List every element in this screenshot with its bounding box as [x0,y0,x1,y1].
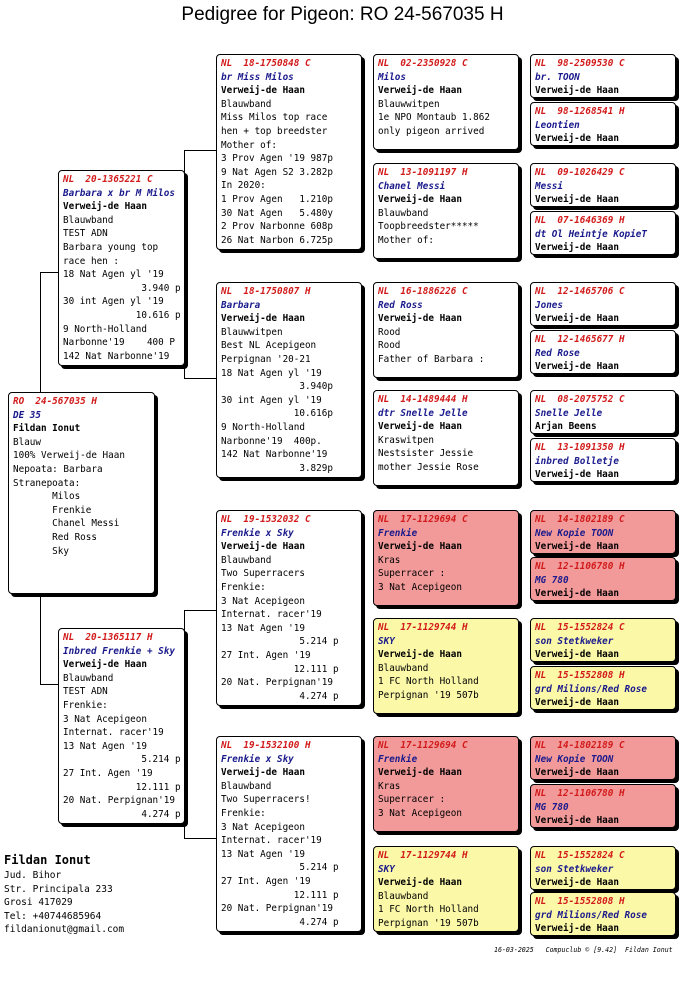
breeder-name: Verweij-de Haan [535,361,619,373]
connector-line [40,272,58,273]
card-text-line: Blauwband [221,98,272,110]
breeder-name: Verweij-de Haan [535,649,619,661]
card-text-line: Two Superracers! [221,794,311,806]
card-text-line: hen + top breedster [221,125,328,137]
ring-number: NL 15-1552808 H [535,896,625,907]
pedigree-card-g5-3 [530,163,676,207]
pigeon-name: Red Rose [535,347,580,359]
card-text-line: Rood [378,326,401,338]
connector-line [184,378,216,379]
pedigree-card-g5-10 [530,557,676,601]
card-text-line: Superracer : [378,794,446,806]
breeder-name: Verweij-de Haan [63,659,147,671]
breeder-name: Verweij-de Haan [535,242,619,254]
pedigree-card-dds [373,736,519,832]
pedigree-card-dss [373,510,519,606]
connector-line [184,838,216,839]
card-text-line: Mother of: [221,139,277,151]
card-text-line: 10.616 p [63,309,181,321]
breeder-name: Verweij-de Haan [535,541,619,553]
pigeon-name: Frenkie x Sky [221,527,294,539]
owner-county: Jud. Bihor [4,870,62,881]
pedigree-card-g5-8 [530,438,676,482]
pedigree-card-dsd [373,618,519,714]
breeder-name: Verweij-de Haan [221,85,305,97]
pedigree-card-dam-sire [216,510,362,706]
ring-number: NL 17-1129694 C [378,514,468,525]
pedigree-card-sire-dam [216,282,362,478]
connector-line [40,272,41,394]
pigeon-name: Jones [535,299,563,311]
pedigree-card-subject [8,392,155,594]
pigeon-name: Milos [378,71,406,83]
card-text-line: 18 Nat Agen yl '19 [63,269,164,281]
card-text-line: 5.214 p [221,636,339,648]
card-text-line: Blauwband [63,672,114,684]
breeder-name: Verweij-de Haan [378,194,462,206]
pedigree-card-g5-9 [530,510,676,554]
card-text-line: 27 Int. Agen '19 [221,875,311,887]
owner-city: Grosi 417029 [4,897,73,908]
pigeon-name: son Stetkweker [535,635,614,647]
card-text-line: Perpignan '20-21 [221,353,311,365]
card-text-line: Blauwband [378,662,429,674]
breeder-name: Arjan Beens [535,421,597,433]
pigeon-name: dtr Snelle Jelle [378,407,468,419]
card-text-line: 3 Prov Agen '19 987p [221,153,333,165]
ring-number: NL 18-1750848 C [221,58,311,69]
card-text-line: 4.274 p [63,808,181,820]
pigeon-name: New Kopie TOON [535,753,614,765]
pedigree-card-g5-4 [530,211,676,255]
ring-number: NL 13-1091197 H [378,167,468,178]
card-text-line: 3 Nat Acepigeon [63,713,147,725]
card-text-line: 5.214 p [221,862,339,874]
card-text-line: 20 Nat. Perpignan'19 [221,677,333,689]
ring-number: NL 16-1886226 C [378,286,468,297]
connector-line [40,684,58,685]
pedigree-card-g5-5 [530,282,676,326]
ring-number: NL 98-2509530 C [535,58,625,69]
card-text-line: 13 Nat Agen '19 [63,740,147,752]
ring-number: RO 24-567035 H [13,396,97,407]
pigeon-name: Barbara [221,299,261,311]
ring-number: NL 12-1106780 H [535,561,625,572]
pigeon-name: MG 780 [535,574,569,586]
card-text-line: Frenkie: [221,807,266,819]
ring-number: NL 15-1552824 C [535,622,625,633]
pedigree-card-dam-dam [216,736,362,932]
pedigree-card-sds [373,282,519,378]
card-text-line: Narbonne'19 400 P [63,337,175,349]
breeder-name: Fildan Ionut [13,423,81,435]
card-text-line: 1e NPO Montaub 1.862 [378,112,490,124]
pigeon-name: Frenkie x Sky [221,753,294,765]
card-text-line: 26 Nat Narbon 6.725p [221,234,333,246]
card-text-line: Rood [378,340,401,352]
card-text-line: 13 Nat Agen '19 [221,622,305,634]
pedigree-card-g5-2 [530,102,676,146]
breeder-name: Verweij-de Haan [378,767,462,779]
pedigree-card-g5-7 [530,390,676,434]
card-text-line: 4.274 p [221,916,339,928]
card-text-line: 12.111 p [63,781,181,793]
pigeon-name: Barbara x br M Milos [63,187,175,199]
card-text-line: 1 Prov Agen 1.210p [221,193,333,205]
breeder-name: Verweij-de Haan [535,923,619,935]
connector-line [184,150,216,151]
ring-number: NL 19-1532032 C [221,514,311,525]
pigeon-name: Leontien [535,119,580,131]
card-text-line: 20 Nat. Perpignan'19 [221,903,333,915]
ring-number: NL 98-1268541 H [535,106,625,117]
pigeon-name: DE 35 [13,409,41,421]
card-text-line: Perpignan '19 507b [378,689,479,701]
card-text-line: 30 int Agen yl '19 [221,394,322,406]
breeder-name: Verweij-de Haan [535,588,619,600]
breeder-name: Verweij-de Haan [221,541,305,553]
pedigree-card-sire [58,170,185,366]
card-text-line: Frenkie: [63,699,108,711]
card-text-line: 3 Nat Acepigeon [378,581,462,593]
card-text-line: only pigeon arrived [378,125,485,137]
card-text-line: Stranepoata: [13,477,81,489]
card-text-line: Two Superracers [221,568,305,580]
breeder-name: Verweij-de Haan [535,877,619,889]
card-text-line: Nestsister Jessie [378,448,474,460]
pedigree-card-g5-11 [530,618,676,662]
card-text-line: TEST ADN [63,686,108,698]
pigeon-name: inbred Bolletje [535,455,619,467]
card-text-line: 12.111 p [221,889,339,901]
card-text-line: 3.940 p [63,282,181,294]
card-text-line: Sky [13,545,69,557]
ring-number: NL 14-1802189 C [535,514,625,525]
pedigree-card-sire-sire [216,54,362,250]
card-text-line: In 2020: [221,180,266,192]
ring-number: NL 15-1552824 C [535,850,625,861]
breeder-name: Verweij-de Haan [535,85,619,97]
card-text-line: Frenkie: [221,581,266,593]
breeder-name: Verweij-de Haan [535,815,619,827]
pedigree-card-g5-6 [530,330,676,374]
ring-number: NL 17-1129744 H [378,622,468,633]
pigeon-name: SKY [378,635,395,647]
card-text-line: Perpignan '19 507b [378,917,479,929]
card-text-line: Kras [378,554,401,566]
connector-line [40,596,41,684]
ring-number: NL 15-1552808 H [535,670,625,681]
card-text-line: 30 Nat Agen 5.480y [221,207,333,219]
breeder-name: Verweij-de Haan [535,469,619,481]
card-text-line: 1 FC North Holland [378,904,479,916]
card-text-line: 9 North-Holland [63,323,147,335]
card-text-line: Blauwwitpen [221,326,283,338]
pedigree-card-g5-15 [530,846,676,890]
card-text-line: Mother of: [378,234,434,246]
breeder-name: Verweij-de Haan [378,649,462,661]
pigeon-name: dt Ol Heintje KopieT [535,228,647,240]
breeder-name: Verweij-de Haan [378,421,462,433]
pedigree-card-dam [58,628,185,824]
pigeon-name: br. TOON [535,71,580,83]
card-text-line: Internat. racer'19 [221,835,322,847]
pedigree-card-g5-12 [530,666,676,710]
page-title: Pedigree for Pigeon: RO 24-567035 H [181,4,504,25]
ring-number: NL 20-1365117 H [63,632,153,643]
card-text-line: Superracer : [378,568,446,580]
pigeon-name: SKY [378,863,395,875]
card-text-line: mother Jessie Rose [378,461,479,473]
pigeon-name: Red Ross [378,299,423,311]
connector-line [184,610,216,611]
card-text-line: 3 Nat Acepigeon [221,821,305,833]
ring-number: NL 08-2075752 C [535,394,625,405]
breeder-name: Verweij-de Haan [535,194,619,206]
card-text-line: 9 North-Holland [221,421,305,433]
card-text-line: Blauwband [221,554,272,566]
breeder-name: Verweij-de Haan [378,877,462,889]
pigeon-name: br Miss Milos [221,71,294,83]
breeder-name: Verweij-de Haan [535,767,619,779]
breeder-name: Verweij-de Haan [378,85,462,97]
pigeon-name: Snelle Jelle [535,407,603,419]
card-text-line: 3.829p [221,462,333,474]
card-text-line: 4.274 p [221,690,339,702]
pedigree-card-g5-16 [530,892,676,936]
ring-number: NL 17-1129744 H [378,850,468,861]
card-text-line: Toopbreedster***** [378,221,479,233]
breeder-name: Verweij-de Haan [63,201,147,213]
card-text-line: Barbara young top [63,241,159,253]
card-text-line: 10.616p [221,408,333,420]
ring-number: NL 14-1489444 H [378,394,468,405]
breeder-name: Verweij-de Haan [378,541,462,553]
card-text-line: 13 Nat Agen '19 [221,848,305,860]
ring-number: NL 07-1646369 H [535,215,625,226]
card-text-line: Nepoata: Barbara [13,463,103,475]
ring-number: NL 17-1129694 C [378,740,468,751]
owner-street: Str. Principala 233 [4,883,113,895]
pedigree-card-sss [373,54,519,150]
ring-number: NL 12-1106780 H [535,788,625,799]
card-text-line: 27 Int. Agen '19 [221,649,311,661]
card-text-line: 12.111 p [221,663,339,675]
card-text-line: 9 Nat Agen S2 3.282p [221,166,333,178]
card-text-line: Blauwwitpen [378,98,440,110]
breeder-name: Verweij-de Haan [535,697,619,709]
card-text-line: Kras [378,780,401,792]
pedigree-card-g5-14 [530,784,676,828]
pigeon-name: New Kopie TOON [535,527,614,539]
card-text-line: Milos [13,491,81,503]
ring-number: NL 12-1465706 C [535,286,625,297]
card-text-line: Kraswitpen [378,434,434,446]
card-text-line: 27 Int. Agen '19 [63,767,153,779]
card-text-line: Internat. racer'19 [63,727,164,739]
ring-number: NL 20-1365221 C [63,174,153,185]
footer-note: 16-03-2025 Compuclub © [9.42] Fildan Ionut [494,946,673,954]
card-text-line: Father of Barbara : [378,353,485,365]
card-text-line: 18 Nat Agen yl '19 [221,367,322,379]
pedigree-card-g5-13 [530,736,676,780]
card-text-line: Blauwband [63,214,114,226]
breeder-name: Verweij-de Haan [221,313,305,325]
pigeon-name: Frenkie [378,527,418,539]
card-text-line: Red Ross [13,531,97,543]
card-text-line: 3 Nat Acepigeon [221,595,305,607]
pedigree-card-g5-1 [530,54,676,98]
owner-email: fildanionut@gmail.com [4,924,125,935]
pigeon-name: Inbred Frenkie + Sky [63,645,175,657]
breeder-name: Verweij-de Haan [378,313,462,325]
ring-number: NL 19-1532100 H [221,740,311,751]
pigeon-name: grd Milions/Red Rose [535,683,647,695]
pigeon-name: Messi [535,180,563,192]
card-text-line: Blauwband [378,207,429,219]
pigeon-name: grd Milions/Red Rose [535,909,647,921]
owner-phone: Tel: +40744685964 [4,910,102,922]
ring-number: NL 12-1465677 H [535,334,625,345]
pedigree-card-sdd [373,390,519,486]
card-text-line: 2 Prov Narbonne 608p [221,221,333,233]
card-text-line: Blauwband [378,890,429,902]
ring-number: NL 13-1091350 H [535,442,625,453]
card-text-line: 100% Verweij-de Haan [13,450,125,462]
card-text-line: Miss Milos top race [221,112,328,124]
owner-name: Fildan Ionut [4,853,91,867]
card-text-line: Best NL Acepigeon [221,340,317,352]
ring-number: NL 02-2350928 C [378,58,468,69]
ring-number: NL 14-1802189 C [535,740,625,751]
card-text-line: 142 Nat Narbonne'19 [63,350,170,362]
card-text-line: Chanel Messi [13,518,120,530]
card-text-line: 1 FC North Holland [378,676,479,688]
pedigree-card-ssd [373,163,519,259]
pigeon-name: son Stetkweker [535,863,614,875]
pedigree-card-ddd [373,846,519,932]
card-text-line: 3.940p [221,381,333,393]
card-text-line: 30 int Agen yl '19 [63,296,164,308]
card-text-line: Blauw [13,436,41,448]
breeder-name: Verweij-de Haan [221,767,305,779]
breeder-name: Verweij-de Haan [535,313,619,325]
card-text-line: Frenkie [13,504,92,516]
card-text-line: Internat. racer'19 [221,609,322,621]
card-text-line: 142 Nat Narbonne'19 [221,449,328,461]
ring-number: NL 18-1750807 H [221,286,311,297]
card-text-line: 3 Nat Acepigeon [378,807,462,819]
pigeon-name: Chanel Messi [378,180,446,192]
owner-contact [4,852,124,937]
pigeon-name: MG 780 [535,801,569,813]
card-text-line: 5.214 p [63,754,181,766]
pigeon-name: Frenkie [378,753,418,765]
card-text-line: Blauwband [221,780,272,792]
ring-number: NL 09-1026429 C [535,167,625,178]
card-text-line: race hen : [63,255,119,267]
card-text-line: 20 Nat. Perpignan'19 [63,795,175,807]
card-text-line: Narbonne'19 400p. [221,435,322,447]
card-text-line: TEST ADN [63,228,108,240]
breeder-name: Verweij-de Haan [535,133,619,145]
